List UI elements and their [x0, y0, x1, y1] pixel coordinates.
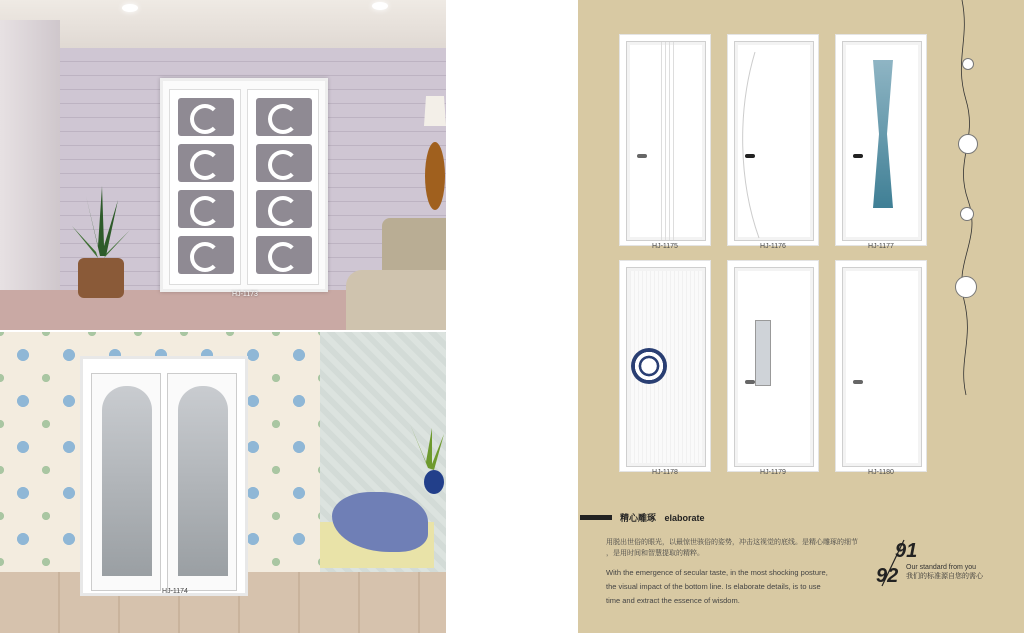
- ceiling-light: [372, 2, 388, 10]
- glass-pane: [256, 236, 312, 274]
- room-photo-bottom: [0, 332, 446, 633]
- body-en-line: the visual impact of the bottom line. Is elaborate details, is to use: [606, 582, 821, 591]
- door-image: [842, 267, 922, 467]
- door-handle: [853, 380, 863, 384]
- glass-pane: [178, 190, 234, 228]
- glass-insert: [873, 60, 893, 208]
- arched-glass: [102, 386, 152, 576]
- standard-zh: 我们的标准源自您的需心: [906, 573, 983, 580]
- door-image: [626, 41, 706, 241]
- photo-caption: HJ-1173: [232, 291, 258, 298]
- bead: [962, 58, 974, 70]
- door-handle: [745, 154, 755, 158]
- groove-line: [665, 42, 666, 240]
- door-image: [626, 267, 706, 467]
- standard-tagline: [906, 563, 983, 581]
- arched-glass: [178, 386, 228, 576]
- product-card: [835, 260, 927, 472]
- heading-zh: 精心雕琢: [620, 513, 657, 523]
- sofa: [346, 270, 446, 330]
- standard-en: Our standard from you: [906, 564, 977, 571]
- body-en-line: With the emergence of secular taste, in the most shocking posture,: [606, 568, 828, 577]
- body-en-line: time and extract the essence of wisdom.: [606, 596, 740, 605]
- heading-bar: [580, 515, 612, 520]
- door-leaf-left: [91, 373, 161, 591]
- bead: [955, 276, 977, 298]
- photo-caption: HJ-1174: [162, 588, 188, 595]
- model-label: HJ-1177: [868, 243, 894, 250]
- heading-en: elaborate: [664, 513, 705, 523]
- model-label: HJ-1180: [868, 469, 894, 476]
- model-label: HJ-1178: [652, 469, 678, 476]
- door-leaf-right: [247, 89, 319, 285]
- door-image: [842, 41, 922, 241]
- door-leaf-left: [169, 89, 241, 285]
- glass-pane: [256, 190, 312, 228]
- page-number-left: 92: [876, 565, 899, 587]
- porcelain-medallion: [631, 348, 667, 384]
- glass-pane: [178, 98, 234, 136]
- glass-pane: [178, 236, 234, 274]
- page-number-right: 91: [895, 540, 918, 562]
- model-label: HJ-1179: [760, 469, 786, 476]
- sliding-door-hj-1174: [80, 356, 248, 596]
- door-leaf-right: [167, 373, 237, 591]
- glass-pane: [256, 98, 312, 136]
- curve-groove: [735, 42, 815, 242]
- body-zh-line: 用脱出世俗的眼光，以最惊世骇俗的姿势，冲击这视觉的底线。是精心雕琢的细节: [606, 539, 858, 546]
- decorative-string: [940, 0, 980, 400]
- product-card: [619, 34, 711, 246]
- product-card: [619, 260, 711, 472]
- door-handle: [745, 380, 755, 384]
- model-label: HJ-1176: [760, 243, 786, 250]
- room-photo-top: [0, 0, 446, 330]
- door-image: [734, 41, 814, 241]
- glass-pane: [256, 144, 312, 182]
- body-zh-line: ，是用时间和智慧提取的精粹。: [606, 550, 704, 557]
- product-card: [727, 260, 819, 472]
- body-zh: [606, 537, 876, 559]
- body-en: [606, 566, 866, 608]
- groove-line: [673, 42, 674, 240]
- double-door-hj-1173: [160, 78, 328, 292]
- groove-line: [669, 42, 670, 240]
- glass-pane: [178, 144, 234, 182]
- groove-line: [661, 42, 662, 240]
- door-handle: [853, 154, 863, 158]
- bead: [960, 207, 974, 221]
- door-handle: [637, 154, 647, 158]
- product-card: [727, 34, 819, 246]
- bead: [958, 134, 978, 154]
- product-card: [835, 34, 927, 246]
- model-label: HJ-1175: [652, 243, 678, 250]
- section-heading: [620, 511, 705, 524]
- table-lamp: [424, 96, 446, 216]
- side-wall: [0, 20, 60, 310]
- potted-plant: [402, 424, 446, 494]
- potted-plant: [68, 186, 132, 298]
- door-image: [734, 267, 814, 467]
- glass-slot: [755, 320, 771, 386]
- ceiling-light: [122, 4, 138, 12]
